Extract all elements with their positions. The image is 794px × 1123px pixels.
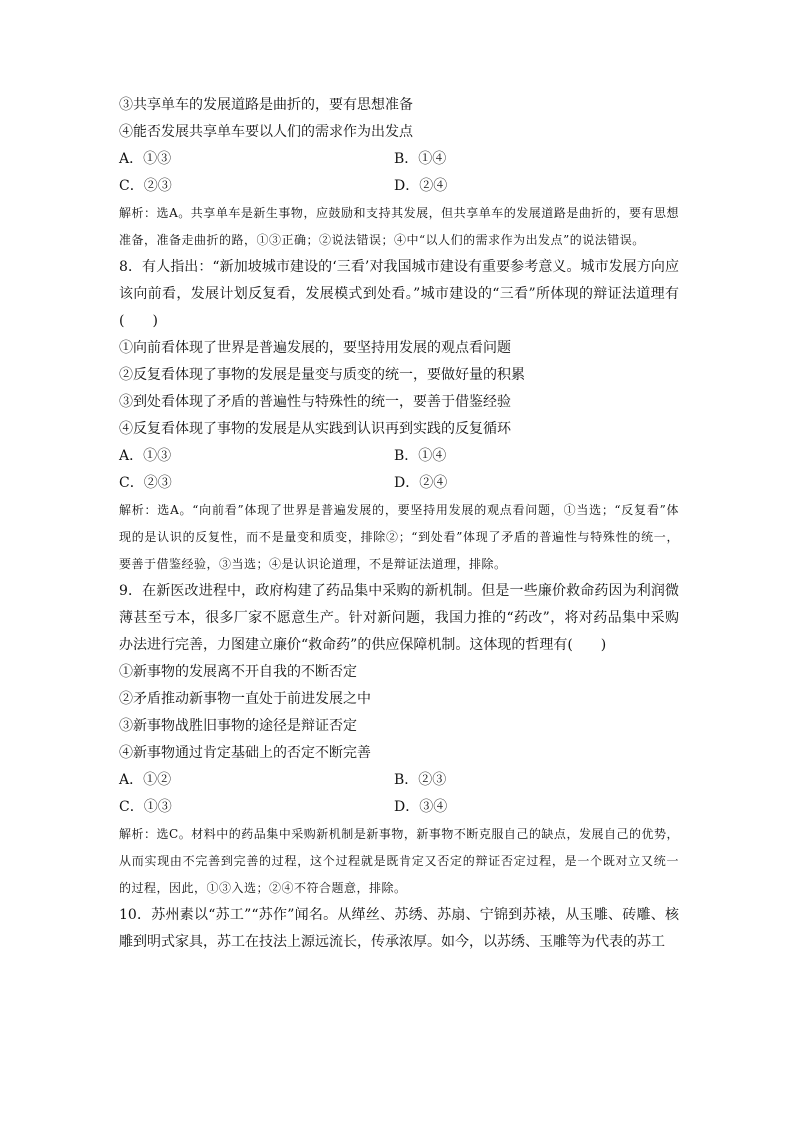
q8-item-4: ④反复看体现了事物的发展是从实践到认识再到实践的反复循环 (119, 421, 511, 437)
q10-stem: 10．苏州素以“苏工”“苏作”闻名。从缂丝、苏绣、苏扇、宁锦到苏裱，从玉雕、砖雕、核雕到明式家具，苏工在技法上源远流长，传承浓厚。如今，以苏绣、玉雕等为代表的苏工 (119, 907, 679, 950)
q9-option-a: A．①② (119, 772, 172, 788)
q8-option-c: C．②③ (119, 475, 172, 491)
q8-stem: 8．有人指出：“新加坡城市建设的‘三看’对我国城市建设有重要参考意义。城市发展方向应该向前看，发展计划反复看，发展模式到处看。”城市建设的“三看”所体现的辩证法道理有( ) (119, 259, 679, 329)
q9-stem: 9．在新医改进程中，政府构建了药品集中采购的新机制。但是一些廉价救命药因为利润微薄甚至亏本，很多厂家不愿意生产。针对新问题，我国力推的“药改”，将对药品集中采购办法进行完善，力图建立廉价“救命药”的供应保障机制。这体现的哲理有( ) (119, 583, 679, 653)
q9-options-row-1 (119, 767, 679, 794)
q8-item-1: ①向前看体现了世界是普遍发展的，要坚持用发展的观点看问题 (119, 340, 511, 356)
q9-option-d: D．③④ (394, 799, 448, 815)
q8-option-b: B．①④ (394, 448, 447, 464)
q7-item-3: ③共享单车的发展道路是曲折的，要有思想准备 (119, 97, 413, 113)
q7-option-c: C．②③ (119, 178, 172, 194)
q9-item-3: ③新事物战胜旧事物的途径是辩证否定 (119, 718, 357, 734)
q9-item-1: ①新事物的发展离不开自我的不断否定 (119, 664, 357, 680)
q7-option-d: D．②④ (394, 178, 448, 194)
q7-options-row-2 (119, 173, 679, 200)
q9-option-c: C．①③ (119, 799, 172, 815)
q8-option-a: A．①③ (119, 448, 172, 464)
q7-option-a: A．①③ (119, 151, 172, 167)
q8-item-2: ②反复看体现了事物的发展是量变与质变的统一，要做好量的积累 (119, 367, 525, 383)
q9-item-4: ④新事物通过肯定基础上的否定不断完善 (119, 745, 371, 761)
document-page (119, 92, 679, 956)
q7-options-row-1 (119, 146, 679, 173)
q8-options-row-1 (119, 443, 679, 470)
q9-option-b: B．②③ (394, 772, 447, 788)
q7-option-b: B．①④ (394, 151, 447, 167)
q9-options-row-2 (119, 794, 679, 821)
q7-analysis: 解析：选A。共享单车是新生事物，应鼓励和支持其发展，但共享单车的发展道路是曲折的，要有思想准备，准备走曲折的路，①③正确；②说法错误；④中“以人们的需求作为出发点”的说法错误。 (119, 206, 679, 247)
q8-analysis: 解析：选A。“向前看”体现了世界是普遍发展的，要坚持用发展的观点看问题，①当选；“反复看”体现的是认识的反复性，而不是量变和质变，排除②；“到处看”体现了矛盾的普遍性与特殊性的统一，要善于借鉴经验，③当选；④是认识论道理，不是辩证法道理，排除。 (119, 503, 679, 571)
q8-options-row-2 (119, 470, 679, 497)
q9-item-2: ②矛盾推动新事物一直处于前进发展之中 (119, 691, 371, 707)
q7-item-4: ④能否发展共享单车要以人们的需求作为出发点 (119, 124, 413, 140)
q8-option-d: D．②④ (394, 475, 448, 491)
q9-analysis: 解析：选C。材料中的药品集中采购新机制是新事物，新事物不断克服自己的缺点，发展自己的优势，从而实现由不完善到完善的过程，这个过程就是既肯定又否定的辩证否定过程，是一个既对立又统一的过程，因此，①③入选；②④不符合题意，排除。 (119, 827, 679, 895)
q8-item-3: ③到处看体现了矛盾的普遍性与特殊性的统一，要善于借鉴经验 (119, 394, 511, 410)
